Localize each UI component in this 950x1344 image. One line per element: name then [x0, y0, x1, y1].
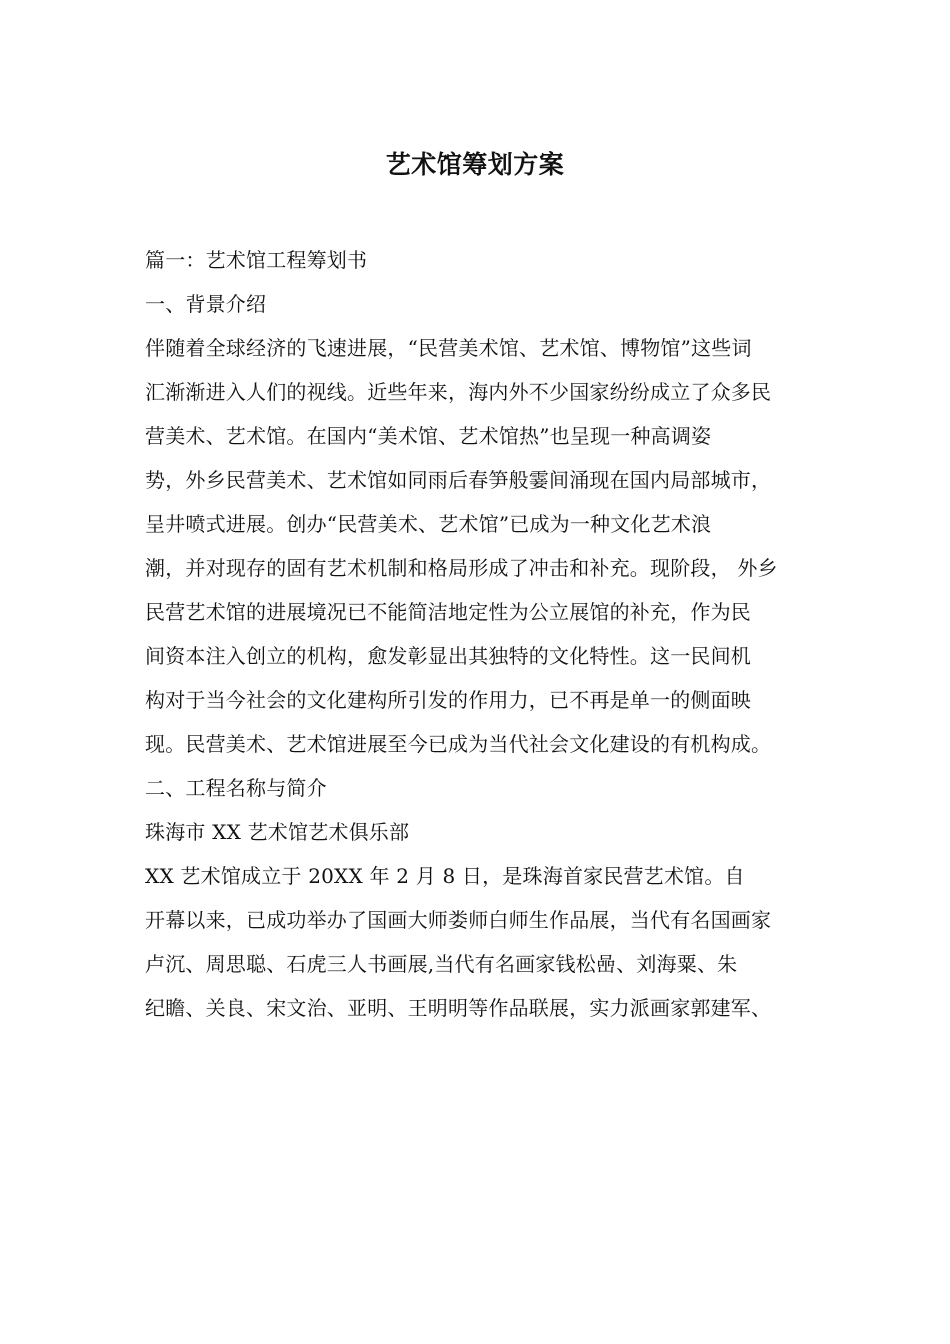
paragraph-line: 汇渐渐进入人们的视线。近些年来，海内外不少国家纷纷成立了众多民 — [145, 380, 772, 404]
paragraph-line: 民营艺术馆的进展境况已不能简洁地定性为公立展馆的补充，作为民 — [145, 600, 751, 624]
section-heading-background: 一、背景介绍 — [145, 292, 267, 316]
paragraph-line: 开幕以来，已成功举办了国画大师娄师白师生作品展，当代有名国画家 — [145, 908, 772, 932]
paragraph-line: 伴随着全球经济的飞速进展，“民营美术馆、艺术馆、博物馆”这些词 — [145, 336, 752, 360]
paragraph-line: 纪瞻、关良、宋文治、亚明、王明明等作品联展，实力派画家郭建军、 — [145, 996, 772, 1020]
paragraph-line: 营美术、艺术馆。在国内“美术馆、艺术馆热”也呈现一种高调姿 — [145, 424, 712, 448]
document-title: 艺术馆筹划方案 — [385, 150, 565, 179]
section-heading-project-name: 二、工程名称与简介 — [145, 776, 327, 800]
paragraph-line: 卢沉、周思聪、石虎三人书画展,当代有名画家钱松喦、刘海粟、朱 — [145, 952, 738, 976]
paragraph-line: 势，外乡民营美术、艺术馆如同雨后春笋般霎间涌现在国内局部城市， — [145, 468, 772, 492]
paragraph-line: 构对于当今社会的文化建构所引发的作用力，已不再是单一的侧面映 — [145, 688, 751, 712]
paragraph-line: 潮，并对现存的固有艺术机制和格局形成了冲击和补充。现阶段， 外乡 — [145, 556, 778, 580]
paragraph-line: 现。民营美术、艺术馆进展至今已成为当代社会文化建设的有机构成。 — [145, 732, 772, 756]
document-body — [145, 238, 820, 1030]
paragraph-line: 间资本注入创立的机构，愈发彰显出其独特的文化特性。这一民间机 — [145, 644, 751, 668]
section-heading-part1: 篇一：艺术馆工程筹划书 — [145, 248, 368, 272]
project-name-line: 珠海市 XX 艺术馆艺术俱乐部 — [145, 820, 410, 844]
paragraph-line: 呈井喷式进展。创办“民营美术、艺术馆”已成为一种文化艺术浪 — [145, 512, 712, 536]
paragraph-line: XX 艺术馆成立于 20XX 年 2 月 8 日，是珠海首家民营艺术馆。自 — [145, 864, 745, 888]
